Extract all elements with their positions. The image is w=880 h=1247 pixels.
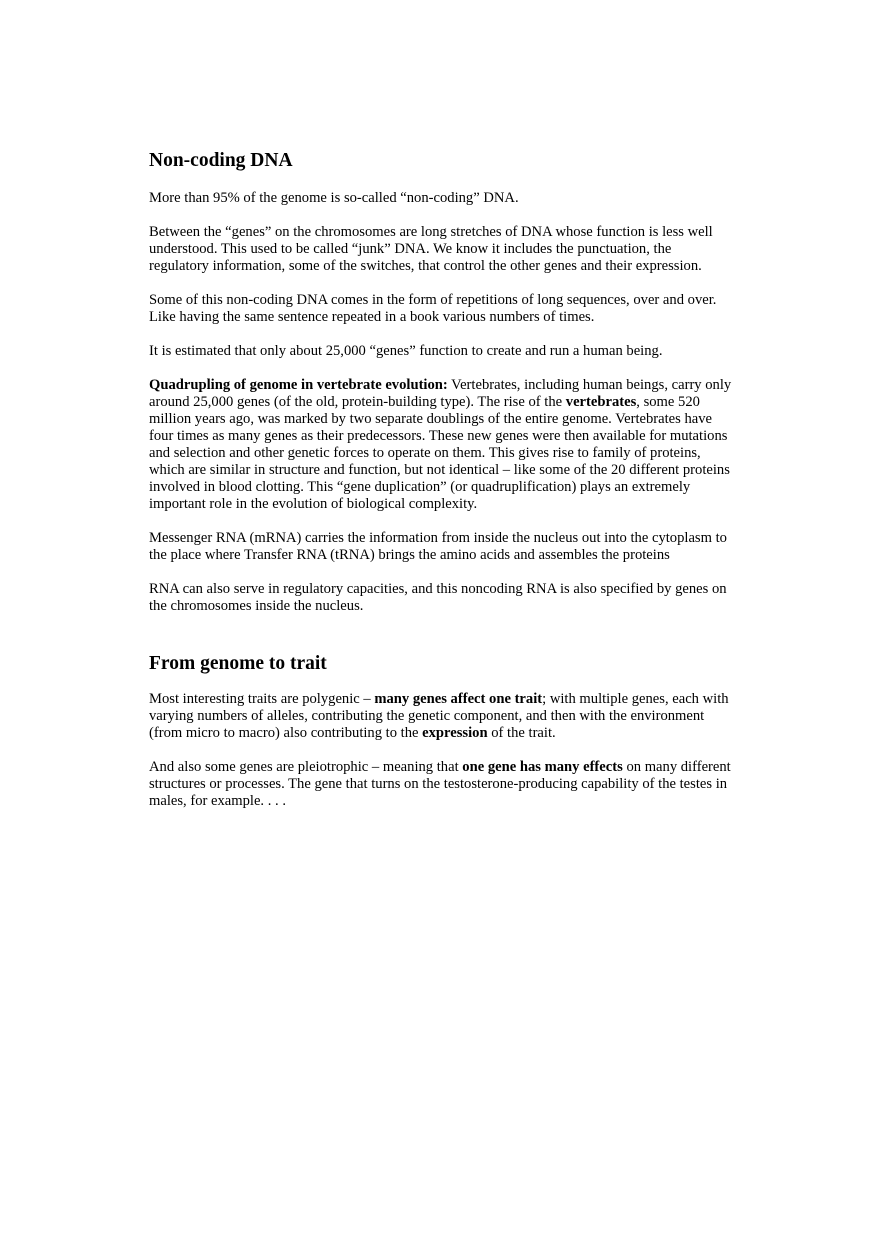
bold-vertebrates: vertebrates: [565, 394, 637, 410]
polygenic-text-c: ; with multiple genes, each with varying numbers of alleles, contributing the genetic component, and then with the environment (from micro to macro) also contributing to the: [149, 691, 729, 741]
heading-genome-to-trait: From genome to trait: [149, 653, 327, 674]
quadrupling-text-a: Vertebrates, including human beings, carry only around 25,000 genes (of the old, protein-building type). The rise of the: [149, 377, 732, 410]
bold-expression: expression: [422, 725, 488, 741]
paragraph-repetitions: Some of this non-coding DNA comes in the form of repetitions of long sequences, over and over. Like having the same sentence repeated in a book various numbers of times.: [149, 292, 717, 325]
paragraph-polygenic: [149, 691, 734, 742]
pleiotrophic-text-a: And also some genes are pleiotrophic – meaning that: [149, 759, 463, 775]
paragraph-regulatory-rna: RNA can also serve in regulatory capacities, and this noncoding RNA is also specified by genes on the chromosomes inside the nucleus.: [149, 581, 727, 614]
heading-non-coding-dna: Non-coding DNA: [149, 150, 293, 171]
bold-quadrupling-lead: Quadrupling of genome in vertebrate evolution:: [149, 377, 448, 393]
paragraph-messenger-rna: Messenger RNA (mRNA) carries the information from inside the nucleus out into the cytoplasm to the place where Transfer RNA (tRNA) brings the amino acids and assembles the proteins: [149, 530, 727, 563]
document-body: [149, 148, 734, 810]
bold-one-gene: one gene has many effects: [462, 759, 623, 775]
pleiotrophic-text-c: on many different structures or processes. The gene that turns on the testosterone-producing capability of the testes in males, for example. . . .: [149, 759, 731, 809]
paragraph-non-coding-percent: More than 95% of the genome is so-called “non-coding” DNA.: [149, 190, 519, 206]
paragraph-gene-count: It is estimated that only about 25,000 “genes” function to create and run a human being.: [149, 343, 663, 359]
quadrupling-text-c: , some 520 million years ago, was marked by two separate doublings of the entire genome. Vertebrates have four times as many genes as their predecessors. These new genes were then available for mutations and selection and other genetic forces to operate on them. This gives rise to family of proteins, which are similar in structure and function, but not identical – like some of the 20 different proteins involved in blood clotting. This “gene duplication” (or quadruplification) plays an extremely important role in the evolution of biological complexity.: [149, 394, 730, 512]
polygenic-text-a: Most interesting traits are polygenic –: [149, 691, 375, 707]
bold-many-genes: many genes affect one trait: [374, 691, 543, 707]
paragraph-pleiotrophic: [149, 759, 734, 810]
polygenic-text-e: of the trait.: [487, 725, 556, 741]
paragraph-quadrupling: [149, 377, 734, 513]
paragraph-junk-dna: Between the “genes” on the chromosomes are long stretches of DNA whose function is less well understood. This used to be called “junk” DNA. We know it includes the punctuation, the regulatory information, some of the switches, that control the other genes and their expression.: [149, 224, 713, 274]
